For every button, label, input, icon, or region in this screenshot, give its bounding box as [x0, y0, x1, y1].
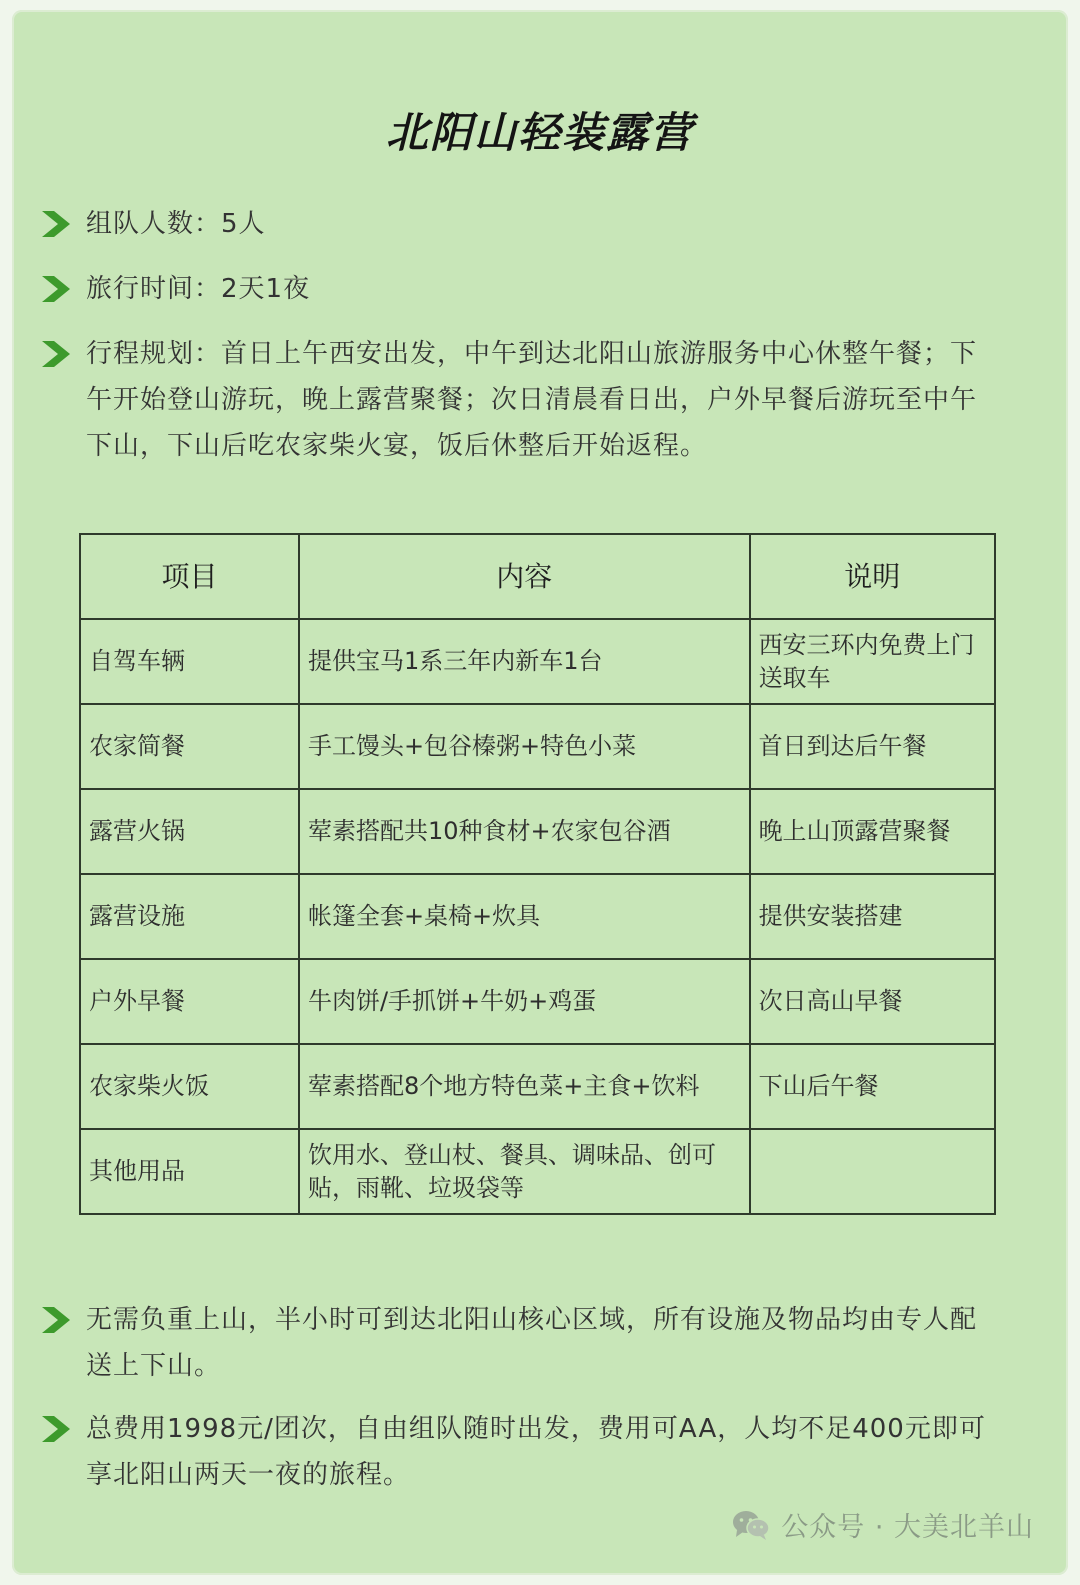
delivery-text: 无需负重上山，半小时可到达北阳山核心区域，所有设施及物品均由专人配送上下山。: [86, 1305, 978, 1381]
cell-item: 露营设施: [80, 874, 299, 959]
table-row: [80, 619, 995, 704]
cell-content: 饮用水、登山杖、餐具、调味品、创可贴，雨靴、垃圾袋等: [299, 1129, 750, 1214]
chevron-right-icon: [40, 339, 74, 369]
table-row: [80, 704, 995, 789]
account-watermark: [731, 1505, 1034, 1544]
header-item: 项目: [80, 534, 299, 619]
table-row: [80, 959, 995, 1044]
cell-item: 其他用品: [80, 1129, 299, 1214]
itinerary-table: [79, 533, 996, 1215]
cell-content: 荤素搭配共10种食材+农家包谷酒: [299, 789, 750, 874]
cell-item: 农家简餐: [80, 704, 299, 789]
cell-item: 自驾车辆: [80, 619, 299, 704]
table-header-row: [80, 534, 995, 619]
table-row: [80, 789, 995, 874]
cell-note: 提供安装搭建: [750, 874, 995, 959]
cell-note: 首日到达后午餐: [750, 704, 995, 789]
cost-text: 总费用1998元/团次，自由组队随时出发，费用可AA，人均不足400元即可享北阳山两天一夜的旅程。: [86, 1414, 986, 1490]
duration-text: 旅行时间：2天1夜: [86, 274, 311, 304]
table-row: [80, 1044, 995, 1129]
cell-note: 晚上山顶露营聚餐: [750, 789, 995, 874]
page-title: 北阳山轻装露营: [385, 108, 694, 157]
cell-item: 户外早餐: [80, 959, 299, 1044]
cell-content: 荤素搭配8个地方特色菜+主食+饮料: [299, 1044, 750, 1129]
team-size-text: 组队人数：5人: [86, 209, 266, 239]
bullet-team: [40, 201, 1000, 247]
header-content: 内容: [299, 534, 750, 619]
bullet-delivery: [40, 1297, 1000, 1389]
chevron-right-icon: [40, 209, 74, 239]
table-row: [80, 1129, 995, 1214]
itinerary-text: 行程规划：首日上午西安出发，中午到达北阳山旅游服务中心休整午餐；下午开始登山游玩，晚上露营聚餐；次日清晨看日出，户外早餐后游玩至中午下山，下山后吃农家柴火宴，饭后休整后开始返程。: [86, 339, 978, 461]
bullet-duration: [40, 266, 1000, 312]
wechat-icon: [731, 1509, 771, 1541]
cell-note: [750, 1129, 995, 1214]
bullet-cost: [40, 1406, 1000, 1498]
cell-note: 下山后午餐: [750, 1044, 995, 1129]
bullet-plan: [40, 331, 1000, 469]
chevron-right-icon: [40, 1414, 74, 1444]
cell-item: 露营火锅: [80, 789, 299, 874]
account-name: 公众号 · 大美北羊山: [781, 1512, 1034, 1543]
cell-content: 提供宝马1系三年内新车1台: [299, 619, 750, 704]
chevron-right-icon: [40, 274, 74, 304]
header-note: 说明: [750, 534, 995, 619]
cell-content: 帐篷全套+桌椅+炊具: [299, 874, 750, 959]
cell-item: 农家柴火饭: [80, 1044, 299, 1129]
cell-note: 次日高山早餐: [750, 959, 995, 1044]
cell-content: 手工馒头+包谷榛粥+特色小菜: [299, 704, 750, 789]
table-row: [80, 874, 995, 959]
chevron-right-icon: [40, 1305, 74, 1335]
cell-note: 西安三环内免费上门送取车: [750, 619, 995, 704]
cell-content: 牛肉饼/手抓饼+牛奶+鸡蛋: [299, 959, 750, 1044]
